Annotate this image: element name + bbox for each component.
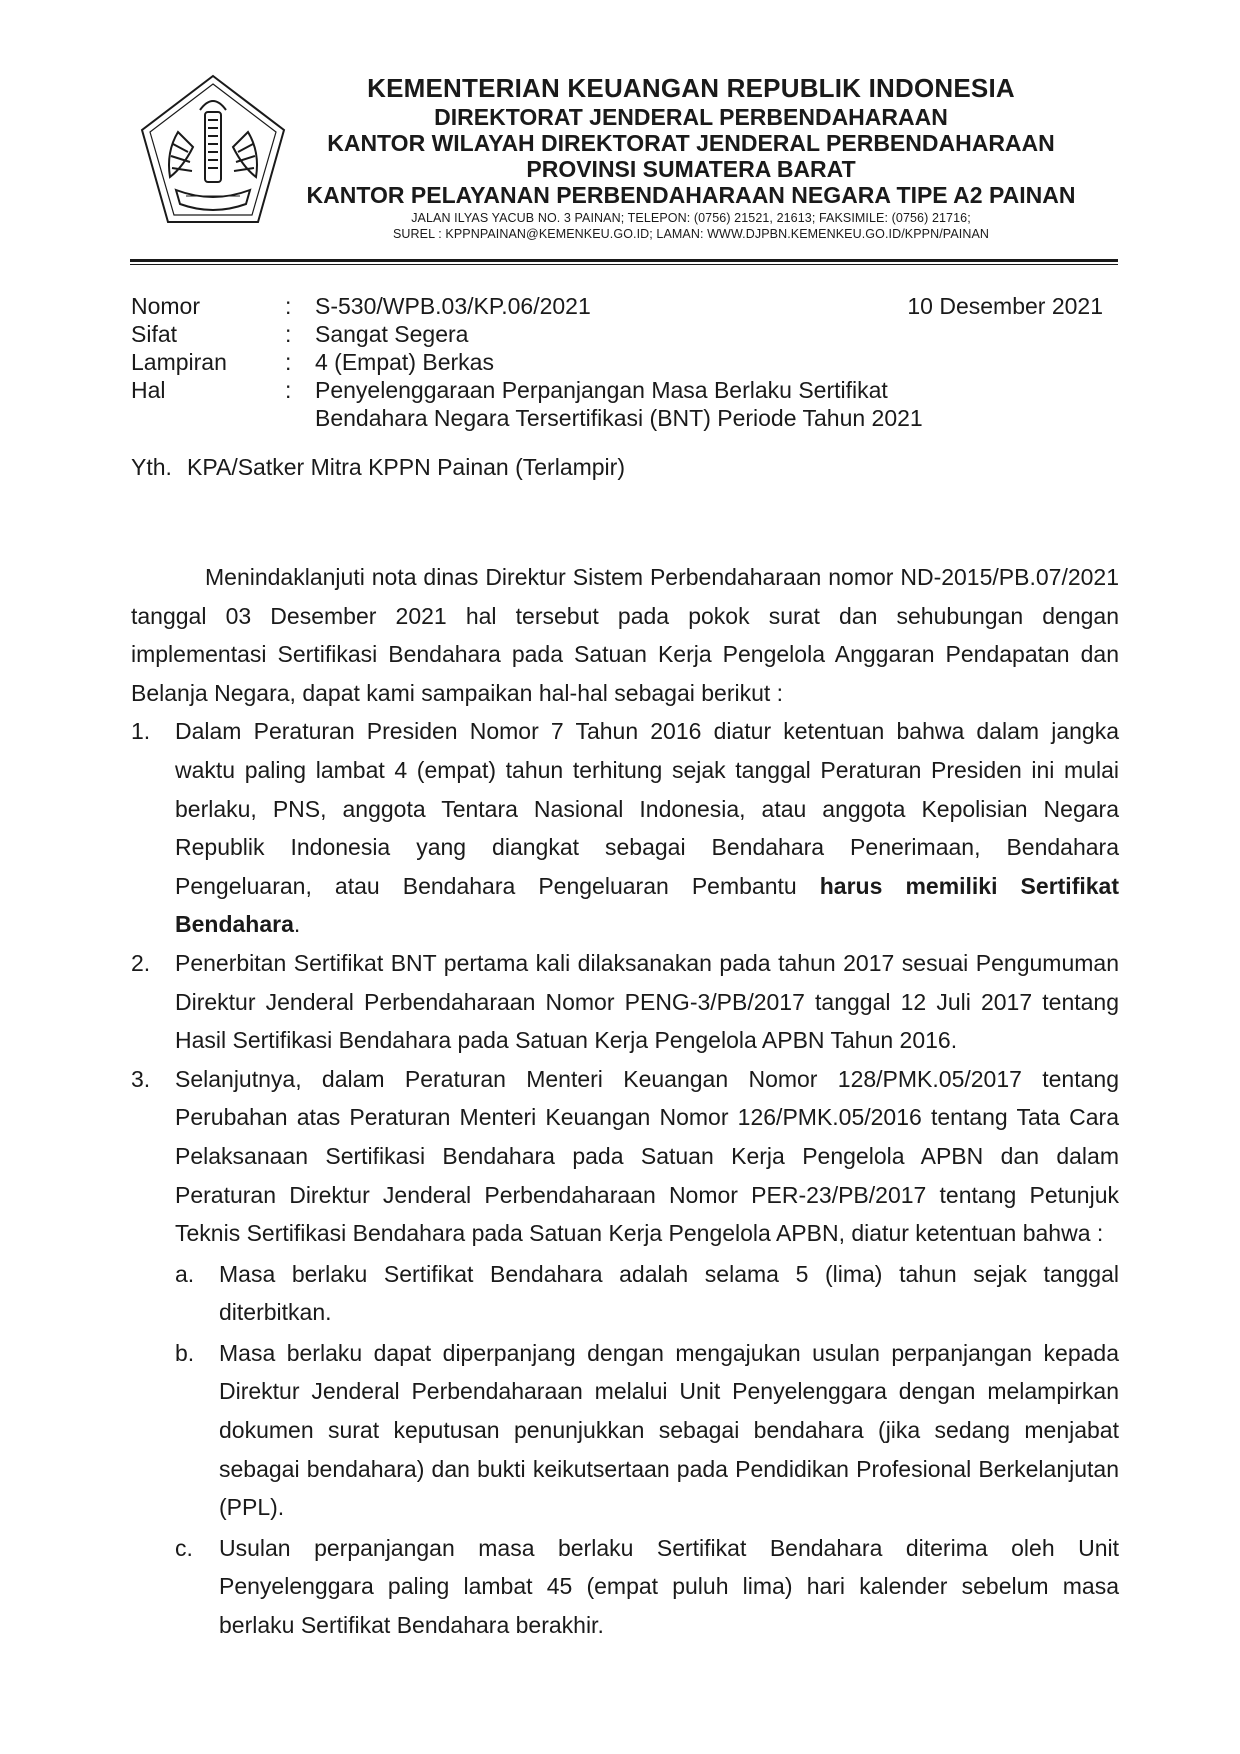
recipient-value: KPA/Satker Mitra KPPN Painan (Terlampir) — [187, 454, 625, 480]
meta-row-lampiran — [131, 348, 1111, 376]
sub-item-letter: c. — [175, 1534, 193, 1561]
sub-list-item — [175, 1334, 1119, 1527]
colon: : — [285, 321, 292, 347]
lampiran-value: 4 (Empat) Berkas — [315, 349, 494, 375]
office-address: JALAN ILYAS YACUB NO. 3 PAINAN; TELEPON: (0756) 21521, 21613; FAKSIMILE: (0756) 21716; — [411, 211, 971, 225]
list-item — [131, 944, 1119, 1060]
hal-label: Hal — [131, 377, 166, 403]
sub-item-text: Masa berlaku Sertifikat Bendahara adalah selama 5 (lima) tahun sejak tanggal diterbitkan. — [219, 1260, 1119, 1326]
colon: : — [285, 349, 292, 375]
item-number: 2. — [131, 949, 151, 976]
item-number: 3. — [131, 1065, 151, 1092]
hal-value: Penyelenggaraan Perpanjangan Masa Berlaku Sertifikat Bendahara Negara Tersertifikasi (BNT) Periode Tahun 2021 — [315, 377, 923, 431]
item-text: Dalam Peraturan Presiden Nomor 7 Tahun 2016 diatur ketentuan bahwa dalam jangka waktu paling lambat 4 (empat) tahun terhitung sejak tanggal Peraturan Presiden ini mulai berlaku, PNS, anggota Tentara Nasional Indonesia, atau anggota Kepolisian Negara Republik Indonesia yang diangkat sebagai Bendahara Penerimaan, Bendahara Pengeluaran, atau Bendahara Pengeluaran Pembantu — [175, 718, 1119, 899]
item-tail: . — [293, 911, 301, 938]
item-text: Penerbitan Sertifikat BNT pertama kali dilaksanakan pada tahun 2017 sesuai Pengumuman Direktur Jenderal Perbendaharaan Nomor PENG-3/PB/2017 tanggal 12 Juli 2017 tentang Hasil Sertifikasi Bendahara pada Satuan Kerja Pengelola APBN Tahun 2016. — [175, 949, 1119, 1054]
list-item — [131, 1060, 1119, 1645]
sifat-value: Sangat Segera — [315, 321, 469, 347]
meta-row-nomor — [131, 292, 1111, 320]
ministry-name: KEMENTERIAN KEUANGAN REPUBLIK INDONESIA — [367, 73, 1015, 103]
sub-list-item — [175, 1529, 1119, 1645]
recipient — [131, 453, 625, 481]
letter-date: 10 Desember 2021 — [907, 293, 1103, 319]
nomor-value: S-530/WPB.03/KP.06/2021 — [315, 293, 591, 319]
sub-list-item — [175, 1255, 1119, 1332]
item-number: 1. — [131, 718, 151, 745]
directorate-name: DIREKTORAT JENDERAL PERBENDAHARAAN — [434, 104, 948, 130]
sub-item-letter: a. — [175, 1260, 195, 1287]
letter-meta — [131, 292, 1111, 432]
regional-office-name: KANTOR WILAYAH DIREKTORAT JENDERAL PERBENDAHARAAN — [327, 130, 1055, 156]
list-item — [131, 712, 1119, 944]
sub-item-text: Masa berlaku dapat diperpanjang dengan mengajukan usulan perpanjangan kepada Direktur Jenderal Perbendaharaan melalui Unit Penyelenggara dengan melampirkan dokumen surat keputusan penunjukkan sebagai bendahara (jika sedang menjabat sebagai bendahara) dan bukti keikutsertaan pada Pendidikan Profesional Berkelanjutan (PPL). — [219, 1339, 1119, 1521]
sifat-label: Sifat — [131, 321, 178, 347]
meta-row-hal — [131, 376, 1111, 432]
numbered-list — [131, 712, 1119, 1644]
province-name: PROVINSI SUMATERA BARAT — [526, 156, 856, 182]
colon: : — [285, 293, 292, 319]
office-name: KANTOR PELAYANAN PERBENDAHARAAN NEGARA TIPE A2 PAINAN — [306, 182, 1076, 208]
letterhead — [296, 72, 1086, 242]
kemenkeu-emblem-icon — [138, 72, 288, 227]
intro-paragraph: Menindaklanjuti nota dinas Direktur Sistem Perbendaharaan nomor ND-2015/PB.07/2021 tanggal 03 Desember 2021 hal tersebut pada pokok surat dan sehubungan dengan implementasi Sertifikasi Bendahara pada Satuan Kerja Pengelola Anggaran Pendapatan dan Belanja Negara, dapat kami sampaikan hal-hal sebagai berikut : — [131, 564, 1119, 706]
lettered-list — [175, 1255, 1119, 1645]
item-text: Selanjutnya, dalam Peraturan Menteri Keuangan Nomor 128/PMK.05/2017 tentang Perubahan atas Peraturan Menteri Keuangan Nomor 126/PMK.05/2016 tentang Tata Cara Pelaksanaan Sertifikasi Bendahara pada Satuan Kerja Pengelola APBN dan dalam Peraturan Direktur Jenderal Perbendaharaan Nomor PER-23/PB/2017 tentang Petunjuk Teknis Sertifikasi Bendahara pada Satuan Kerja Pengelola APBN, diatur ketentuan bahwa : — [175, 1065, 1119, 1247]
meta-row-sifat — [131, 320, 1111, 348]
item-emphasis: harus memiliki Sertifikat Bendahara — [175, 872, 1119, 938]
letterhead-divider-thin — [130, 264, 1118, 265]
sub-item-letter: b. — [175, 1339, 195, 1366]
recipient-label: Yth. — [131, 454, 172, 480]
lampiran-label: Lampiran — [131, 349, 227, 375]
office-contact: SUREL : KPPNPAINAN@KEMENKEU.GO.ID; LAMAN: WWW.DJPBN.KEMENKEU.GO.ID/KPPN/PAINAN — [392, 227, 990, 241]
letterhead-divider — [130, 259, 1118, 262]
sub-item-text: Usulan perpanjangan masa berlaku Sertifikat Bendahara diterima oleh Unit Penyelenggara paling lambat 45 (empat puluh lima) hari kalender sebelum masa berlaku Sertifikat Bendahara berakhir. — [219, 1534, 1119, 1639]
nomor-label: Nomor — [131, 293, 201, 319]
letter-body — [131, 558, 1119, 1647]
colon: : — [285, 377, 292, 403]
